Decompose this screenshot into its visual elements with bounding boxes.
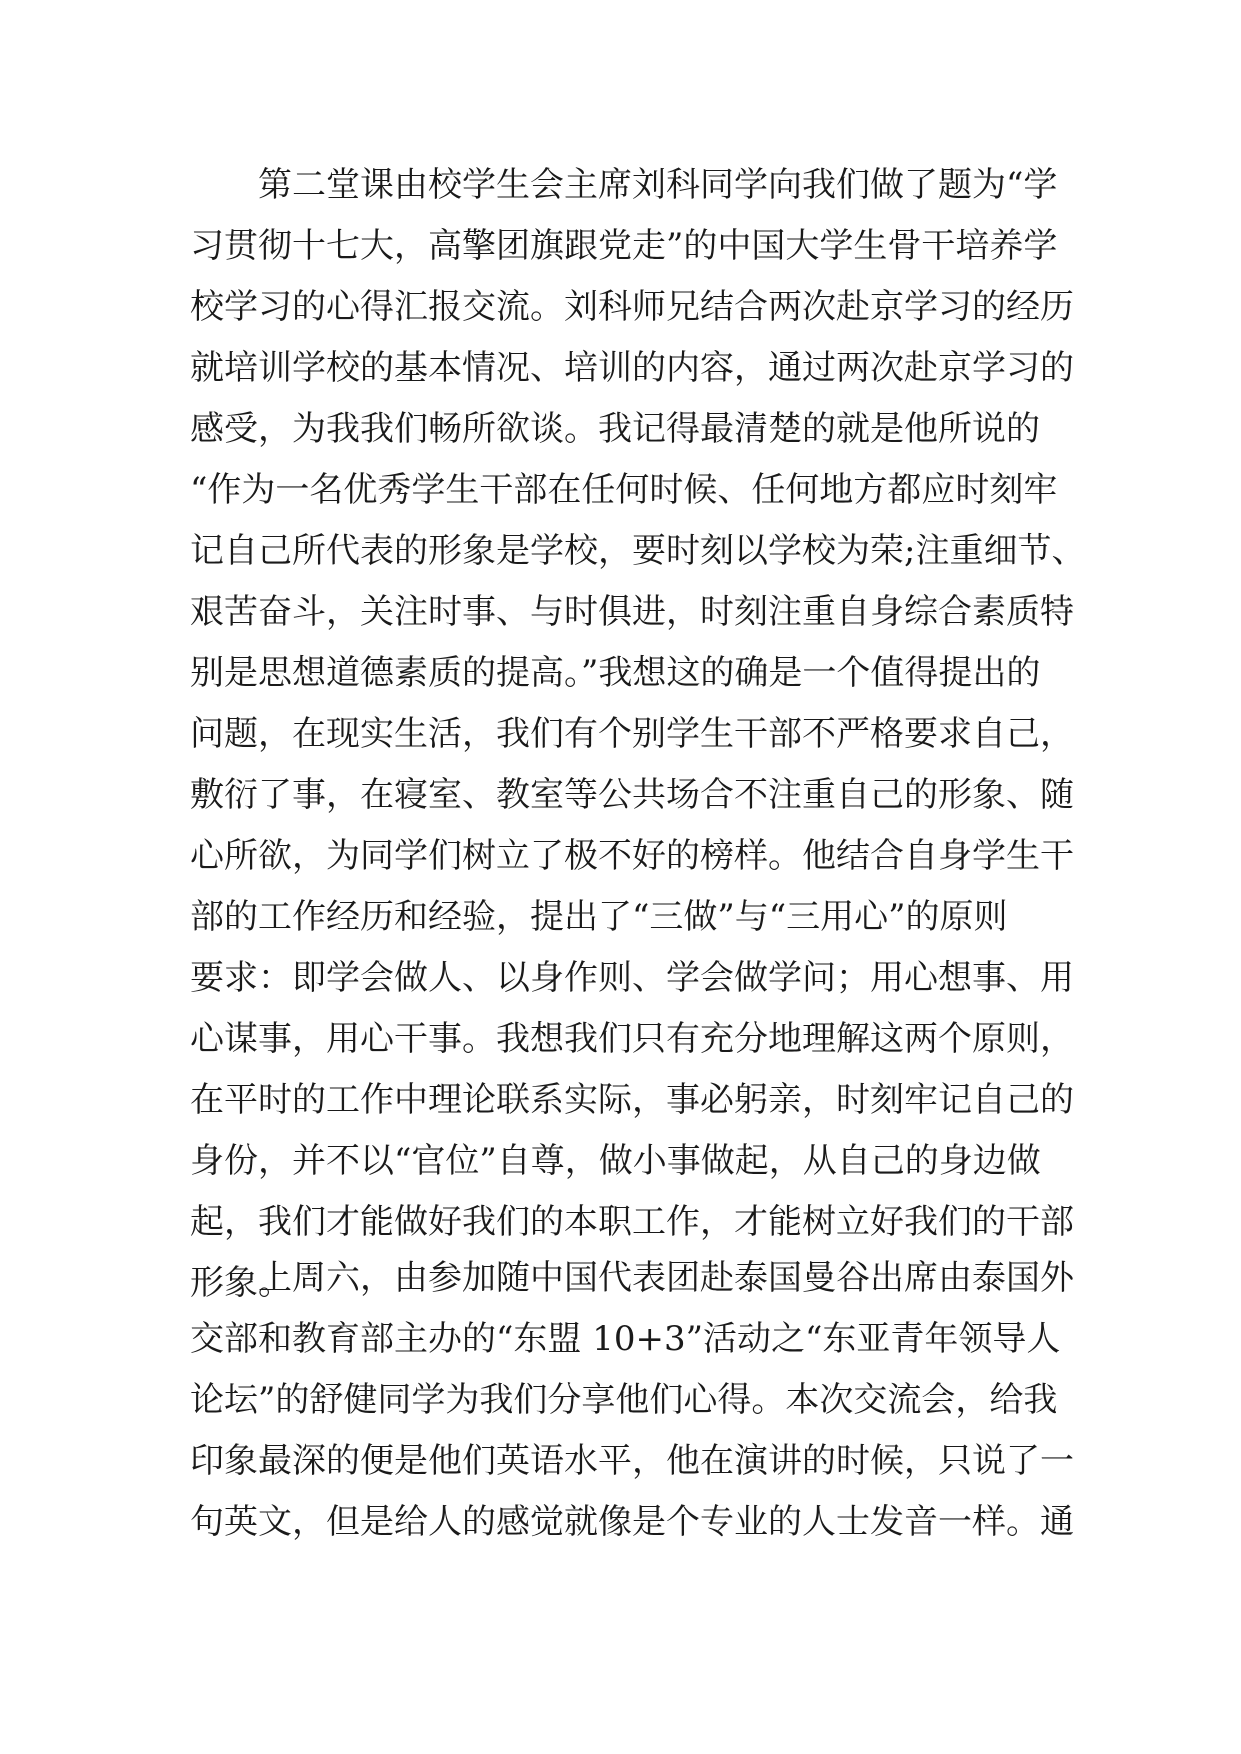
paragraph-line: 形象。 <box>190 1263 292 1303</box>
paragraph-line: 印象最深的便是他们英语水平，他在演讲的时候，只说了一 <box>190 1441 1074 1481</box>
paragraph-line: 上周六，由参加随中国代表团赴泰国曼谷出席由泰国外 <box>258 1258 1074 1298</box>
paragraph-line: 记自己所代表的形象是学校，要时刻以学校为荣;注重细节、 <box>190 531 1086 571</box>
paragraph-line: 校学习的心得汇报交流。刘科师兄结合两次赴京学习的经历 <box>190 287 1074 327</box>
paragraph-line: 习贯彻十七大，高擎团旗跟党走”的中国大学生骨干培养学 <box>190 226 1058 266</box>
paragraph-line: 感受，为我我们畅所欲谈。我记得最清楚的就是他所说的 <box>190 409 1040 449</box>
paragraph-line: 在平时的工作中理论联系实际，事必躬亲，时刻牢记自己的 <box>190 1080 1074 1120</box>
paragraph-line: 论坛”的舒健同学为我们分享他们心得。本次交流会，给我 <box>190 1380 1058 1420</box>
paragraph-line: “作为一名优秀学生干部在任何时候、任何地方都应时刻牢 <box>190 470 1058 510</box>
paragraph-line: 艰苦奋斗，关注时事、与时俱进，时刻注重自身综合素质特 <box>190 592 1074 632</box>
paragraph-1 <box>190 155 1086 1314</box>
paragraph-line: 起，我们才能做好我们的本职工作，才能树立好我们的干部 <box>190 1202 1074 1242</box>
paragraph-line: 心所欲，为同学们树立了极不好的榜样。他结合自身学生干 <box>190 836 1074 876</box>
paragraph-line: 敷衍了事，在寝室、教室等公共场合不注重自己的形象、随 <box>190 775 1074 815</box>
paragraph-line: 别是思想道德素质的提高。”我想这的确是一个值得提出的 <box>190 653 1041 693</box>
paragraph-line: 交部和教育部主办的“东盟 10+3”活动之“东亚青年领导人 <box>190 1319 1061 1359</box>
paragraph-line: 心谋事，用心干事。我想我们只有充分地理解这两个原则， <box>190 1019 1074 1059</box>
paragraph-line: 句英文，但是给人的感觉就像是个专业的人士发音一样。通 <box>190 1502 1074 1542</box>
paragraph-line: 要求：即学会做人、以身作则、学会做学问；用心想事、用 <box>190 958 1074 998</box>
paragraph-line: 第二堂课由校学生会主席刘科同学向我们做了题为“学 <box>258 165 1058 205</box>
paragraph-line: 部的工作经历和经验，提出了“三做”与“三用心”的原则 <box>190 897 1008 937</box>
paragraph-line: 身份，并不以“官位”自尊，做小事做起，从自己的身边做 <box>190 1141 1041 1181</box>
paragraph-2 <box>190 1248 1074 1553</box>
paragraph-line: 就培训学校的基本情况、培训的内容，通过两次赴京学习的 <box>190 348 1074 388</box>
paragraph-line: 问题，在现实生活，我们有个别学生干部不严格要求自己， <box>190 714 1074 754</box>
